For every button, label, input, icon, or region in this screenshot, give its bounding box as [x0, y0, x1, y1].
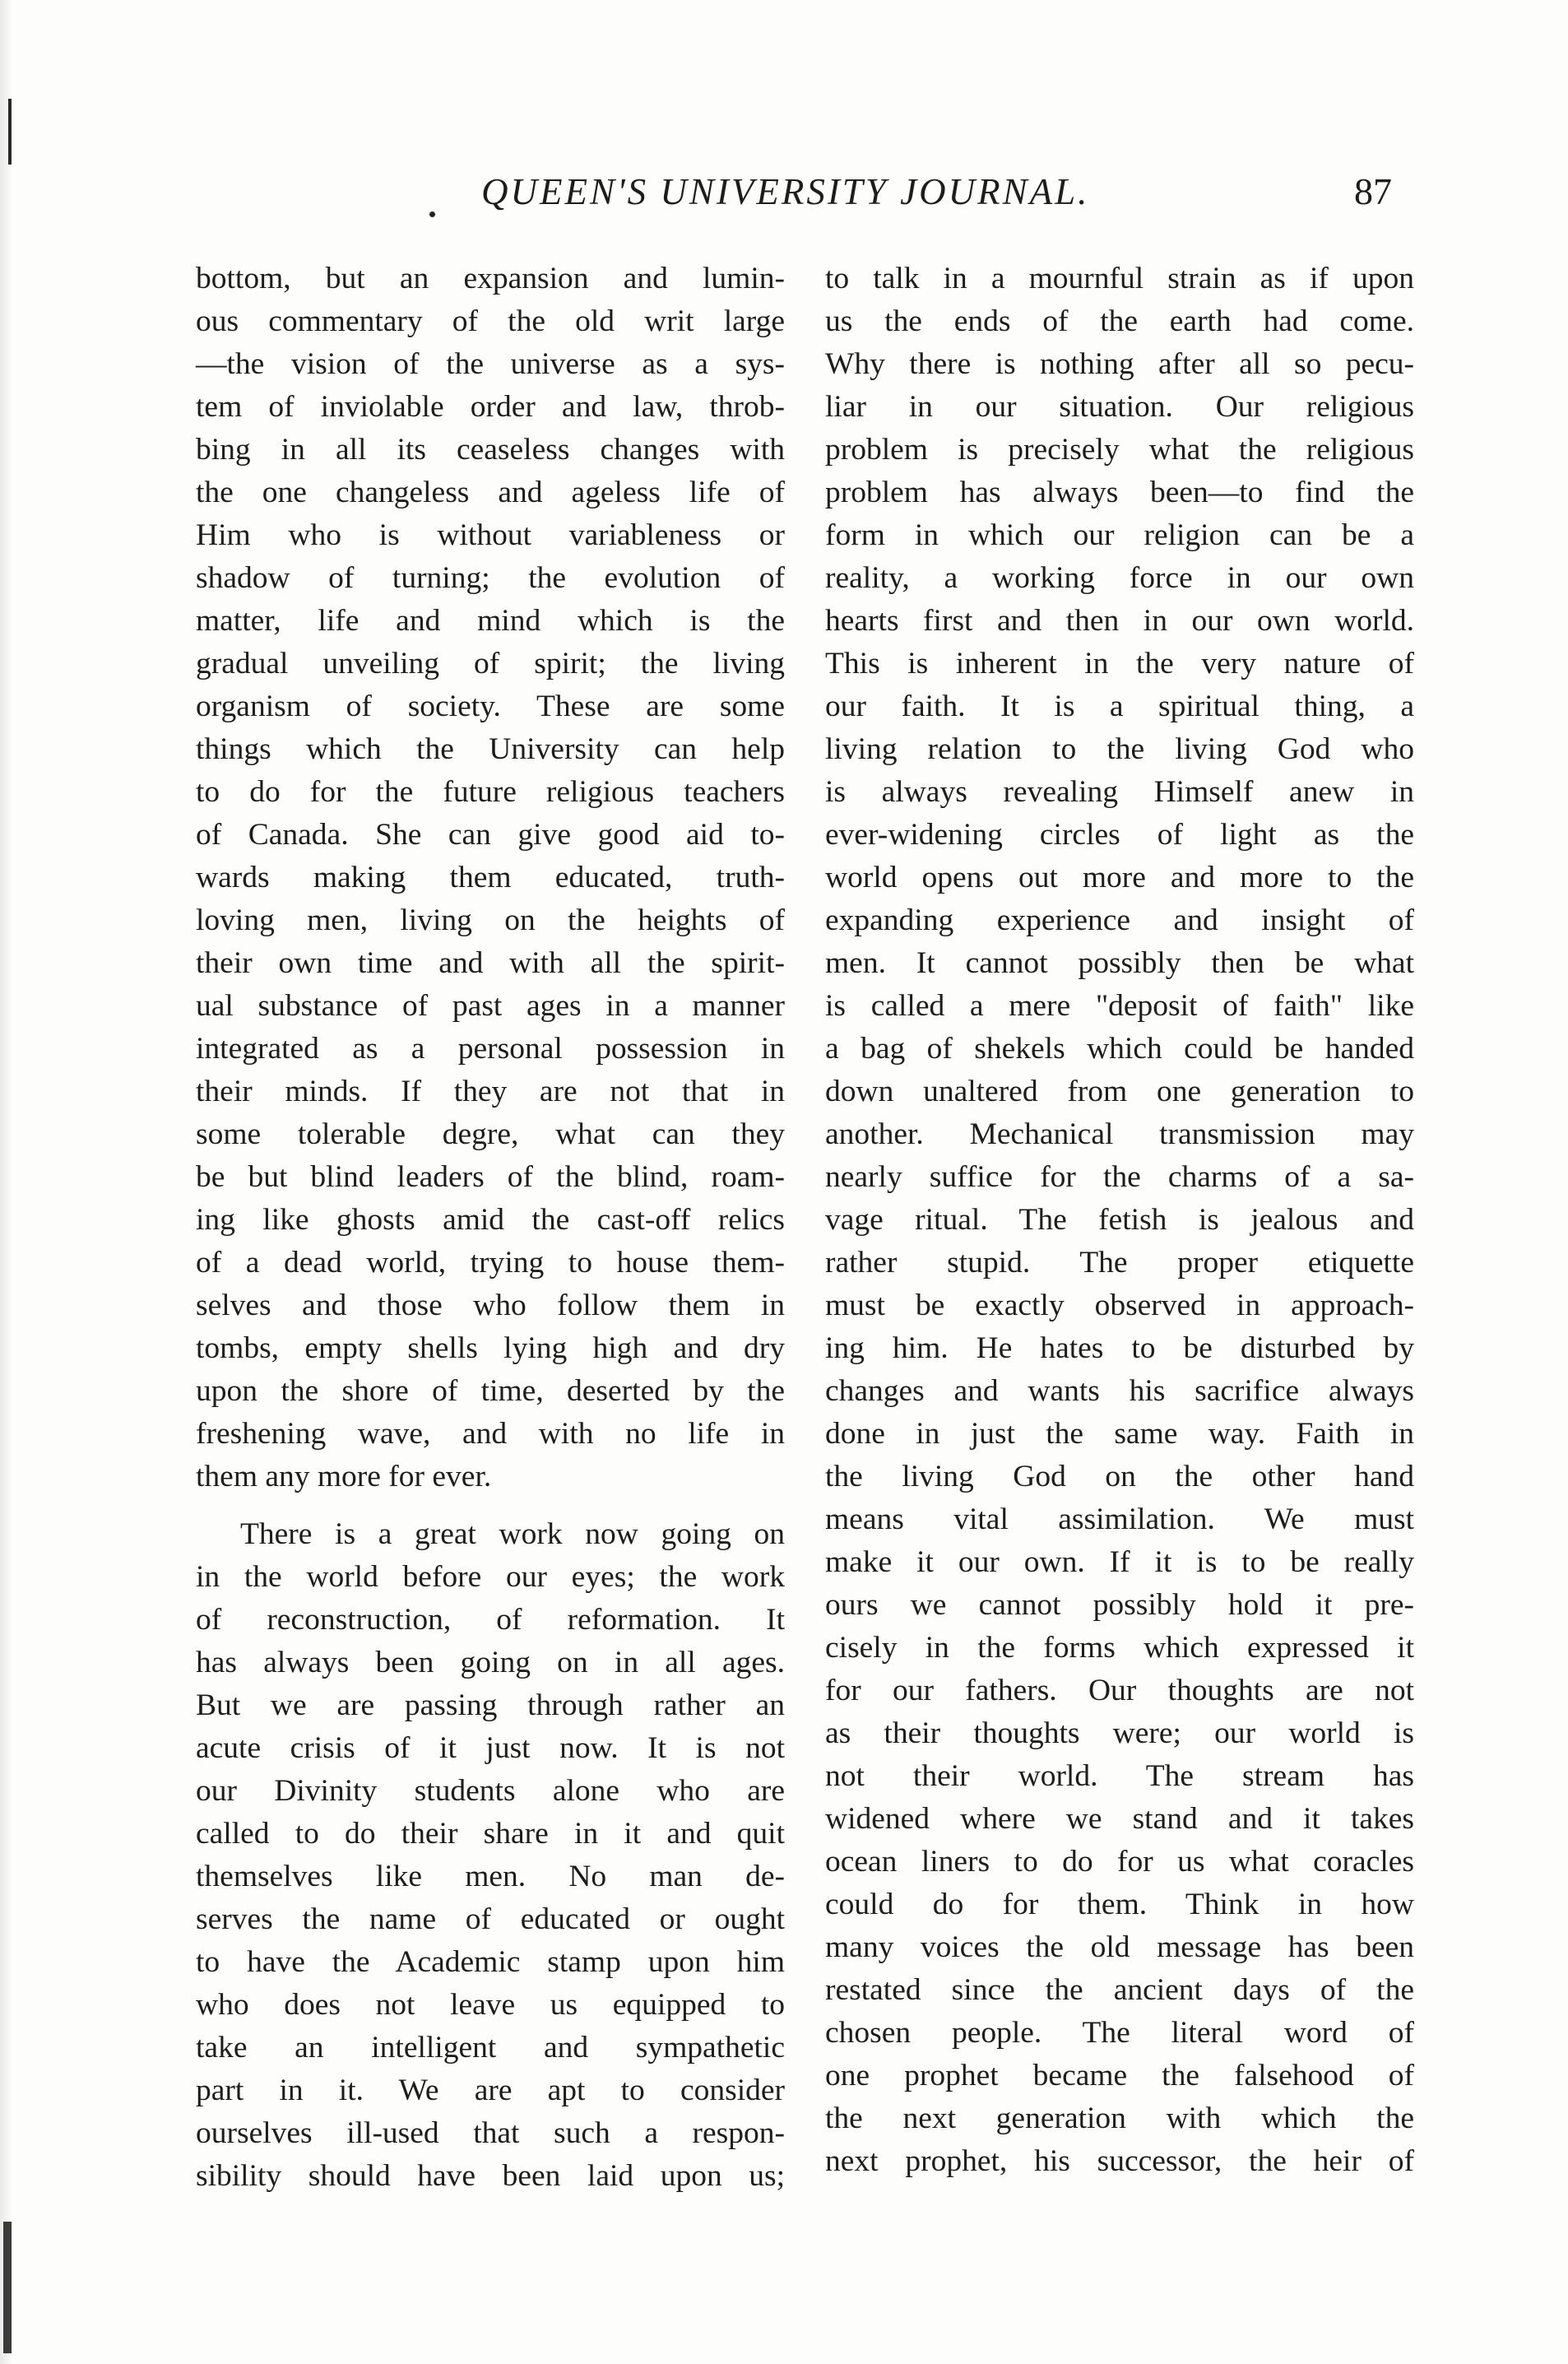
text-line: ever-widening circles of light as the	[825, 818, 1414, 852]
text-line: is always revealing Himself anew in	[825, 775, 1414, 809]
text-line: be but blind leaders of the blind, roam-	[196, 1160, 785, 1194]
text-line: problem has always been—to find the	[825, 476, 1414, 509]
text-line: world opens out more and more to the	[825, 861, 1414, 894]
text-line: could do for them. Think in how	[825, 1888, 1414, 1921]
text-line: ing like ghosts amid the cast-off relics	[196, 1203, 785, 1237]
text-line: rather stupid. The proper etiquette	[825, 1246, 1414, 1280]
text-line: liar in our situation. Our religious	[825, 390, 1414, 424]
text-line: the next generation with which the	[825, 2102, 1414, 2135]
text-line: done in just the same way. Faith in	[825, 1417, 1414, 1451]
scan-mark-top	[8, 99, 12, 165]
text-line: us the ends of the earth had come.	[825, 304, 1414, 338]
scan-binding-edge	[0, 0, 12, 2364]
text-line: loving men, living on the heights of	[196, 903, 785, 937]
text-line: has always been going on in all ages.	[196, 1646, 785, 1679]
text-line: tombs, empty shells lying high and dry	[196, 1331, 785, 1365]
text-line: bing in all its ceaseless changes with	[196, 433, 785, 467]
text-line: another. Mechanical transmission may	[825, 1117, 1414, 1151]
paragraph	[196, 1513, 785, 2198]
text-line: widened where we stand and it takes	[825, 1802, 1414, 1836]
text-line: changes and wants his sacrifice always	[825, 1374, 1414, 1408]
text-line: some tolerable degre, what can they	[196, 1117, 785, 1151]
text-line: problem is precisely what the religious	[825, 433, 1414, 467]
text-line: ing him. He hates to be disturbed by	[825, 1331, 1414, 1365]
text-line: integrated as a personal possession in	[196, 1032, 785, 1066]
text-line: tem of inviolable order and law, throb-	[196, 390, 785, 424]
text-line: reality, a working force in our own	[825, 561, 1414, 595]
text-line: hearts first and then in our own world.	[825, 604, 1414, 638]
text-line: to have the Academic stamp upon him	[196, 1945, 785, 1979]
text-line: their own time and with all the spirit-	[196, 946, 785, 980]
page-number: 87	[1354, 170, 1392, 212]
text-line: one prophet became the falsehood of	[825, 2059, 1414, 2092]
text-line: of a dead world, trying to house them-	[196, 1246, 785, 1280]
right-column	[825, 258, 1414, 2183]
text-line: in the world before our eyes; the work	[196, 1560, 785, 1594]
text-line: —the vision of the universe as a sys-	[196, 347, 785, 381]
text-line: means vital assimilation. We must	[825, 1502, 1414, 1536]
text-line: take an intelligent and sympathetic	[196, 2031, 785, 2064]
text-line: acute crisis of it just now. It is not	[196, 1731, 785, 1765]
journal-title: QUEEN'S UNIVERSITY JOURNAL.	[481, 171, 1090, 212]
text-line: There is a great work now going on	[240, 1517, 785, 1551]
text-line: many voices the old message has been	[825, 1930, 1414, 1964]
text-line: our faith. It is a spiritual thing, a	[825, 690, 1414, 723]
text-line: sibility should have been laid upon us;	[196, 2159, 785, 2193]
text-line: matter, life and mind which is the	[196, 604, 785, 638]
text-line: of Canada. She can give good aid to-	[196, 818, 785, 852]
text-line: gradual unveiling of spirit; the living	[196, 647, 785, 680]
left-column	[196, 258, 785, 2198]
text-line: of reconstruction, of reformation. It	[196, 1603, 785, 1637]
text-line: next prophet, his successor, the heir of	[825, 2144, 1414, 2178]
text-line: bottom, but an expansion and lumin-	[196, 262, 785, 295]
text-line: Him who is without variableness or	[196, 518, 785, 552]
text-line: form in which our religion can be a	[825, 518, 1414, 552]
text-line: ours we cannot possibly hold it pre-	[825, 1588, 1414, 1622]
text-line: ual substance of past ages in a manner	[196, 989, 785, 1023]
text-line: living relation to the living God who	[825, 732, 1414, 766]
text-line: part in it. We are apt to consider	[196, 2074, 785, 2107]
text-line: called to do their share in it and quit	[196, 1817, 785, 1851]
text-line: men. It cannot possibly then be what	[825, 946, 1414, 980]
text-line: restated since the ancient days of the	[825, 1973, 1414, 2007]
text-line: upon the shore of time, deserted by the	[196, 1374, 785, 1408]
text-line: ous commentary of the old writ large	[196, 304, 785, 338]
text-line: who does not leave us equipped to	[196, 1988, 785, 2022]
text-line: the one changeless and ageless life of	[196, 476, 785, 509]
text-line: chosen people. The literal word of	[825, 2016, 1414, 2050]
text-line: selves and those who follow them in	[196, 1289, 785, 1322]
text-line: for our fathers. Our thoughts are not	[825, 1674, 1414, 1707]
text-line: not their world. The stream has	[825, 1759, 1414, 1793]
text-line: themselves like men. No man de-	[196, 1860, 785, 1893]
text-line: them any more for ever.	[196, 1460, 492, 1493]
text-line: down unaltered from one generation to	[825, 1075, 1414, 1108]
text-line: ourselves ill-used that such a respon-	[196, 2116, 785, 2150]
text-line: must be exactly observed in approach-	[825, 1289, 1414, 1322]
paragraph	[196, 258, 785, 1498]
text-line: serves the name of educated or ought	[196, 1902, 785, 1936]
text-line: our Divinity students alone who are	[196, 1774, 785, 1808]
running-header	[0, 167, 1568, 216]
text-line: is called a mere "deposit of faith" like	[825, 989, 1414, 1023]
text-line: shadow of turning; the evolution of	[196, 561, 785, 595]
text-line: organism of society. These are some	[196, 690, 785, 723]
text-line: things which the University can help	[196, 732, 785, 766]
paragraph-gap	[196, 1498, 785, 1513]
text-line: cisely in the forms which expressed it	[825, 1631, 1414, 1665]
text-line: vage ritual. The fetish is jealous and	[825, 1203, 1414, 1237]
text-line: nearly suffice for the charms of a sa-	[825, 1160, 1414, 1194]
text-line: as their thoughts were; our world is	[825, 1716, 1414, 1750]
text-line: ocean liners to do for us what coracles	[825, 1845, 1414, 1879]
text-line: their minds. If they are not that in	[196, 1075, 785, 1108]
text-line: to do for the future religious teachers	[196, 775, 785, 809]
text-line: Why there is nothing after all so pecu-	[825, 347, 1414, 381]
text-line: a bag of shekels which could be handed	[825, 1032, 1414, 1066]
text-line: wards making them educated, truth-	[196, 861, 785, 894]
text-line: make it our own. If it is to be really	[825, 1545, 1414, 1579]
header-dot	[429, 211, 435, 217]
scan-mark-bottom	[3, 2222, 12, 2353]
text-line: expanding experience and insight of	[825, 903, 1414, 937]
text-line: This is inherent in the very nature of	[825, 647, 1414, 680]
text-line: But we are passing through rather an	[196, 1688, 785, 1722]
text-line: freshening wave, and with no life in	[196, 1417, 785, 1451]
text-line: the living God on the other hand	[825, 1460, 1414, 1493]
text-line: to talk in a mournful strain as if upon	[825, 262, 1414, 295]
